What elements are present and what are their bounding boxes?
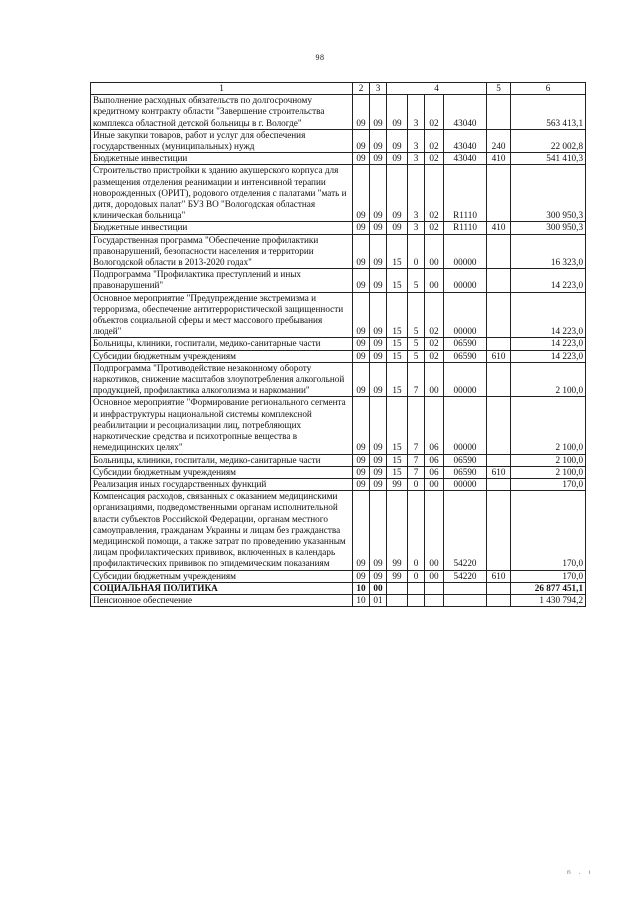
row-expense-type <box>487 454 511 466</box>
row-subsection: 09 <box>370 153 387 165</box>
row-section: 09 <box>353 234 370 269</box>
row-name: СОЦИАЛЬНАЯ ПОЛИТИКА <box>91 582 353 594</box>
table-row <box>91 165 586 222</box>
header-col-5: 5 <box>487 83 511 95</box>
row-subprogram: 3 <box>408 129 425 152</box>
row-name: Субсидии бюджетным учреждениям <box>91 350 353 362</box>
row-program: 15 <box>387 454 408 466</box>
row-event <box>425 582 444 594</box>
row-event <box>425 594 444 606</box>
row-expense-type <box>487 397 511 454</box>
row-subsection: 09 <box>370 165 387 222</box>
row-section: 09 <box>353 129 370 152</box>
row-direction: 54220 <box>444 570 487 582</box>
row-direction: R1110 <box>444 165 487 222</box>
row-program: 15 <box>387 269 408 292</box>
row-name: Пенсионное обеспечение <box>91 594 353 606</box>
row-amount: 2 100,0 <box>511 362 586 397</box>
row-event: 02 <box>425 292 444 338</box>
row-direction <box>444 594 487 606</box>
row-direction: 43040 <box>444 95 487 130</box>
row-subprogram: 3 <box>408 165 425 222</box>
row-amount: 1 430 794,2 <box>511 594 586 606</box>
row-name: Подпрограмма "Противодействие незаконному обороту наркотиков, снижение масштабов злоупотребления алкогольной продукцией, профилактика алкоголизма и наркомании" <box>91 362 353 397</box>
row-amount: 2 100,0 <box>511 454 586 466</box>
row-program: 15 <box>387 350 408 362</box>
row-event: 00 <box>425 234 444 269</box>
table-row <box>91 292 586 338</box>
row-amount: 170,0 <box>511 570 586 582</box>
row-expense-type: 610 <box>487 466 511 478</box>
row-expense-type: 240 <box>487 129 511 152</box>
row-section: 09 <box>353 350 370 362</box>
table-header-row <box>91 83 586 95</box>
row-name: Выполнение расходных обязательств по долгосрочному кредитному контракту области "Завершение строительства комплекса областной детской больницы в г. Вологде" <box>91 95 353 130</box>
row-name: Субсидии бюджетным учреждениям <box>91 466 353 478</box>
row-event: 02 <box>425 153 444 165</box>
row-program: 15 <box>387 292 408 338</box>
row-expense-type: 610 <box>487 350 511 362</box>
row-direction: 00000 <box>444 362 487 397</box>
row-section: 09 <box>353 95 370 130</box>
row-expense-type <box>487 292 511 338</box>
row-amount: 14 223,0 <box>511 350 586 362</box>
row-direction: 54220 <box>444 491 487 570</box>
row-amount: 16 323,0 <box>511 234 586 269</box>
row-expense-type <box>487 582 511 594</box>
header-col-1: 1 <box>91 83 353 95</box>
row-program <box>387 594 408 606</box>
row-program: 15 <box>387 362 408 397</box>
row-expense-type <box>487 478 511 490</box>
row-program: 15 <box>387 234 408 269</box>
row-section: 09 <box>353 466 370 478</box>
page-number: 98 <box>315 53 325 62</box>
row-subprogram: 0 <box>408 491 425 570</box>
row-subsection: 09 <box>370 129 387 152</box>
row-event: 02 <box>425 165 444 222</box>
row-subprogram: 0 <box>408 570 425 582</box>
row-subprogram: 5 <box>408 269 425 292</box>
row-program: 15 <box>387 397 408 454</box>
row-subprogram: 7 <box>408 466 425 478</box>
corner-mark: n . ı <box>567 869 594 876</box>
row-section: 09 <box>353 338 370 350</box>
row-program: 99 <box>387 478 408 490</box>
row-program: 15 <box>387 338 408 350</box>
row-section: 09 <box>353 269 370 292</box>
row-subsection: 09 <box>370 234 387 269</box>
row-section: 09 <box>353 570 370 582</box>
row-expense-type: 610 <box>487 570 511 582</box>
row-subsection: 01 <box>370 594 387 606</box>
row-amount: 2 100,0 <box>511 397 586 454</box>
row-expense-type <box>487 269 511 292</box>
row-event: 02 <box>425 350 444 362</box>
row-direction: R1110 <box>444 222 487 234</box>
header-col-3: 3 <box>370 83 387 95</box>
table-row <box>91 397 586 454</box>
row-event: 00 <box>425 362 444 397</box>
row-expense-type: 410 <box>487 222 511 234</box>
row-event: 02 <box>425 222 444 234</box>
row-section: 09 <box>353 165 370 222</box>
row-amount: 170,0 <box>511 491 586 570</box>
row-expense-type: 410 <box>487 153 511 165</box>
row-amount: 170,0 <box>511 478 586 490</box>
row-expense-type <box>487 362 511 397</box>
row-subprogram: 5 <box>408 350 425 362</box>
row-amount: 300 950,3 <box>511 165 586 222</box>
table-row <box>91 570 586 582</box>
row-program: 09 <box>387 165 408 222</box>
row-program: 99 <box>387 570 408 582</box>
table-row <box>91 350 586 362</box>
row-expense-type <box>487 165 511 222</box>
row-subprogram: 0 <box>408 234 425 269</box>
row-direction: 00000 <box>444 234 487 269</box>
row-name: Иные закупки товаров, работ и услуг для обеспечения государственных (муниципальных) нужд <box>91 129 353 152</box>
row-section: 09 <box>353 478 370 490</box>
table-row <box>91 153 586 165</box>
row-name: Основное мероприятие "Формирование регионального сегмента и инфраструктуры национальной системы комплексной реабилитации и ресоциализации лиц, потребляющих наркотические средства и психотропные вещества в немедицинских целях" <box>91 397 353 454</box>
row-section: 09 <box>353 153 370 165</box>
row-name: Реализация иных государственных функций <box>91 478 353 490</box>
table-row <box>91 582 586 594</box>
row-subsection: 09 <box>370 466 387 478</box>
row-amount: 541 410,3 <box>511 153 586 165</box>
row-section: 09 <box>353 491 370 570</box>
row-subsection: 09 <box>370 292 387 338</box>
row-section: 09 <box>353 292 370 338</box>
row-section: 09 <box>353 454 370 466</box>
row-amount: 14 223,0 <box>511 338 586 350</box>
table-row <box>91 95 586 130</box>
row-direction: 06590 <box>444 350 487 362</box>
row-name: Субсидии бюджетным учреждениям <box>91 570 353 582</box>
row-name: Бюджетные инвестиции <box>91 222 353 234</box>
row-program: 09 <box>387 222 408 234</box>
row-subsection: 09 <box>370 478 387 490</box>
row-subprogram: 7 <box>408 454 425 466</box>
row-direction: 00000 <box>444 478 487 490</box>
row-amount: 300 950,3 <box>511 222 586 234</box>
row-subprogram: 3 <box>408 95 425 130</box>
row-expense-type <box>487 95 511 130</box>
row-event: 06 <box>425 466 444 478</box>
row-event: 02 <box>425 338 444 350</box>
row-subsection: 09 <box>370 397 387 454</box>
budget-table <box>90 82 586 607</box>
row-expense-type <box>487 338 511 350</box>
table-row <box>91 478 586 490</box>
row-direction: 06590 <box>444 454 487 466</box>
row-subprogram: 7 <box>408 397 425 454</box>
row-event: 02 <box>425 129 444 152</box>
row-event: 06 <box>425 397 444 454</box>
row-subprogram <box>408 594 425 606</box>
table-row <box>91 466 586 478</box>
row-subsection: 09 <box>370 338 387 350</box>
row-expense-type <box>487 594 511 606</box>
row-direction <box>444 582 487 594</box>
table-row <box>91 234 586 269</box>
row-name: Строительство пристройки к зданию акушерского корпуса для размещения отделения реанимации и интенсивной терапии новорожденных (ОРИТ), родового отделения с палатами "мать и дитя, дородовых палат" БУЗ ВО "Вологодская областная клиническая больница" <box>91 165 353 222</box>
row-direction: 00000 <box>444 269 487 292</box>
row-section: 09 <box>353 222 370 234</box>
row-direction: 43040 <box>444 153 487 165</box>
table-row <box>91 222 586 234</box>
row-subprogram: 3 <box>408 222 425 234</box>
row-amount: 14 223,0 <box>511 269 586 292</box>
row-subsection: 09 <box>370 491 387 570</box>
row-name: Основное мероприятие "Предупреждение экстремизма и терроризма, обеспечение антитеррористической защищенности объектов социальной сферы и мест массового пребывания людей" <box>91 292 353 338</box>
row-program: 15 <box>387 466 408 478</box>
row-amount: 563 413,1 <box>511 95 586 130</box>
row-direction: 00000 <box>444 292 487 338</box>
row-program: 99 <box>387 491 408 570</box>
row-direction: 43040 <box>444 129 487 152</box>
row-subprogram: 5 <box>408 292 425 338</box>
row-event: 00 <box>425 570 444 582</box>
header-col-2: 2 <box>353 83 370 95</box>
row-amount: 14 223,0 <box>511 292 586 338</box>
table-row <box>91 269 586 292</box>
row-event: 00 <box>425 269 444 292</box>
row-direction: 06590 <box>444 338 487 350</box>
row-subsection: 09 <box>370 269 387 292</box>
row-amount: 26 877 451,1 <box>511 582 586 594</box>
row-subprogram: 7 <box>408 362 425 397</box>
row-direction: 00000 <box>444 397 487 454</box>
table-row <box>91 362 586 397</box>
row-subsection: 00 <box>370 582 387 594</box>
table-row <box>91 594 586 606</box>
row-amount: 2 100,0 <box>511 466 586 478</box>
row-program <box>387 582 408 594</box>
row-subsection: 09 <box>370 350 387 362</box>
row-subsection: 09 <box>370 570 387 582</box>
row-subsection: 09 <box>370 222 387 234</box>
table-row <box>91 129 586 152</box>
row-name: Компенсация расходов, связанных с оказанием медицинскими организациями, подведомственными органам исполнительной власти субъектов Российской Федерации, органам местного самоуправления, гражданам Украины и лицам без гражданства медицинской помощи, а также затрат по проведению указанным лицам профилактических прививок, включенных в календарь профилактических прививок по эпидемическим показаниям <box>91 491 353 570</box>
row-name: Больницы, клиники, госпитали, медико-санитарные части <box>91 338 353 350</box>
row-program: 09 <box>387 153 408 165</box>
header-col-4: 4 <box>387 83 487 95</box>
table-row <box>91 454 586 466</box>
table-row <box>91 338 586 350</box>
row-event: 00 <box>425 491 444 570</box>
row-name: Больницы, клиники, госпитали, медико-санитарные части <box>91 454 353 466</box>
row-expense-type <box>487 491 511 570</box>
row-subsection: 09 <box>370 454 387 466</box>
row-subprogram: 3 <box>408 153 425 165</box>
row-event: 00 <box>425 478 444 490</box>
row-direction: 06590 <box>444 466 487 478</box>
row-amount: 22 002,8 <box>511 129 586 152</box>
row-event: 02 <box>425 95 444 130</box>
row-section: 09 <box>353 397 370 454</box>
row-subsection: 09 <box>370 95 387 130</box>
header-col-6: 6 <box>511 83 586 95</box>
row-subprogram: 5 <box>408 338 425 350</box>
table-row <box>91 491 586 570</box>
row-event: 06 <box>425 454 444 466</box>
row-program: 09 <box>387 129 408 152</box>
row-section: 10 <box>353 594 370 606</box>
row-subsection: 09 <box>370 362 387 397</box>
row-expense-type <box>487 234 511 269</box>
row-name: Подпрограмма "Профилактика преступлений и иных правонарушений" <box>91 269 353 292</box>
row-section: 10 <box>353 582 370 594</box>
row-subprogram <box>408 582 425 594</box>
row-program: 09 <box>387 95 408 130</box>
row-name: Государственная программа "Обеспечение профилактики правонарушений, безопасности населения и территории Вологодской области в 2013-2020 годах" <box>91 234 353 269</box>
row-section: 09 <box>353 362 370 397</box>
row-subprogram: 0 <box>408 478 425 490</box>
row-name: Бюджетные инвестиции <box>91 153 353 165</box>
